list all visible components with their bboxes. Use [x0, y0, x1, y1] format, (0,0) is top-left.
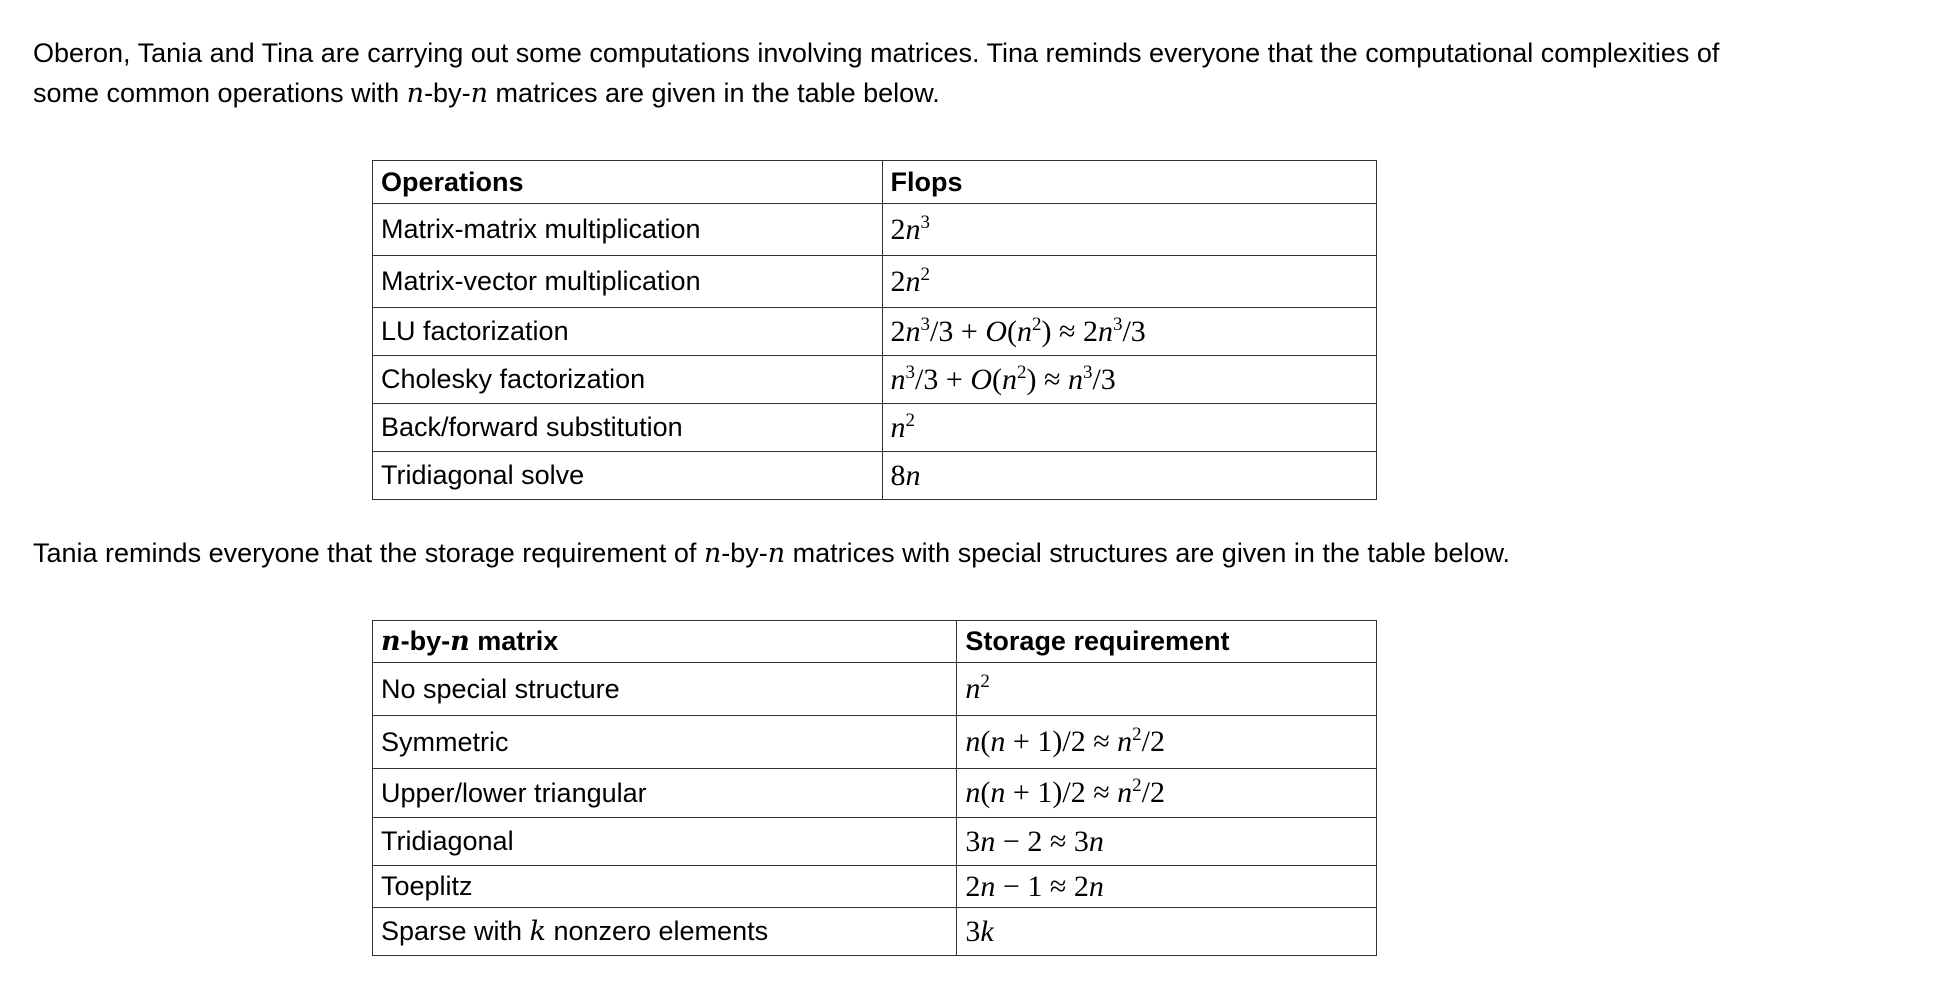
table-row — [373, 716, 1377, 769]
table-row — [373, 308, 1377, 356]
table-row — [373, 452, 1377, 500]
matrix-cell: No special structure — [373, 663, 957, 716]
table-row — [373, 204, 1377, 256]
matrix-cell: Symmetric — [373, 716, 957, 769]
table-row — [373, 769, 1377, 818]
intro-var-n: n — [406, 78, 425, 109]
header-storage-requirement: Storage requirement — [957, 621, 1377, 663]
flops-cell: $2n^2$ — [882, 256, 1376, 308]
storage-intro-by: -by- — [721, 538, 768, 568]
matrix-cell: Toeplitz — [373, 866, 957, 908]
intro-paragraph — [33, 33, 1733, 114]
storage-intro-text: Tania reminds everyone that the storage requirement of — [33, 538, 704, 568]
header-matrix-label: matrix — [469, 626, 559, 656]
flops-cell: 8n — [882, 452, 1376, 500]
flops-cell: $n^2$ — [882, 404, 1376, 452]
table-row — [373, 818, 1377, 866]
flops-table — [372, 160, 1377, 500]
intro-text: Oberon, Tania and Tina are carrying out some computations involving matrices. Tina reminds everyone that the computational complexities of some common operations with — [33, 38, 1720, 108]
header-by: -by- — [400, 626, 451, 656]
flops-cell: $n^3/3 + O(n^2) \approx n^3/3$ — [882, 356, 1376, 404]
storage-intro-text-end: matrices with special structures are given in the table below. — [785, 538, 1511, 568]
table-row — [373, 356, 1377, 404]
operation-cell: LU factorization — [373, 308, 883, 356]
storage-cell: $n(n + 1)/2 \approx n^2/2$ — [957, 769, 1377, 818]
storage-cell: 3k — [957, 908, 1377, 956]
operation-cell: Matrix-matrix multiplication — [373, 204, 883, 256]
table-row — [373, 256, 1377, 308]
matrix-cell: Tridiagonal — [373, 818, 957, 866]
table-row — [373, 663, 1377, 716]
storage-cell: 2n − 1 ≈ 2n — [957, 866, 1377, 908]
table-row — [373, 404, 1377, 452]
storage-paragraph — [33, 533, 1733, 574]
matrix-cell: Sparse with k nonzero elements — [373, 908, 957, 956]
storage-intro-var-n: n — [703, 538, 722, 569]
storage-cell: 3n − 2 ≈ 3n — [957, 818, 1377, 866]
flops-cell: $2n^3/3 + O(n^2) \approx 2n^3/3$ — [882, 308, 1376, 356]
header-matrix — [373, 621, 957, 663]
table-header-row — [373, 161, 1377, 204]
storage-intro-var-n: n — [767, 538, 786, 569]
operation-cell: Back/forward substitution — [373, 404, 883, 452]
table-row — [373, 908, 1377, 956]
table-row — [373, 866, 1377, 908]
intro-var-n: n — [470, 78, 488, 109]
storage-cell: $n(n + 1)/2 \approx n^2/2$ — [957, 716, 1377, 769]
storage-cell: $n^2$ — [957, 663, 1377, 716]
matrix-cell: Upper/lower triangular — [373, 769, 957, 818]
header-operations: Operations — [373, 161, 883, 204]
flops-cell: $2n^3$ — [882, 204, 1376, 256]
header-var-n: n — [381, 626, 401, 657]
intro-text-end: matrices are given in the table below. — [487, 78, 940, 108]
storage-table — [372, 620, 1377, 956]
intro-by: -by- — [424, 78, 471, 108]
table-header-row — [373, 621, 1377, 663]
operation-cell: Cholesky factorization — [373, 356, 883, 404]
operation-cell: Matrix-vector multiplication — [373, 256, 883, 308]
operation-cell: Tridiagonal solve — [373, 452, 883, 500]
header-flops: Flops — [882, 161, 1376, 204]
header-var-n: n — [450, 626, 470, 657]
